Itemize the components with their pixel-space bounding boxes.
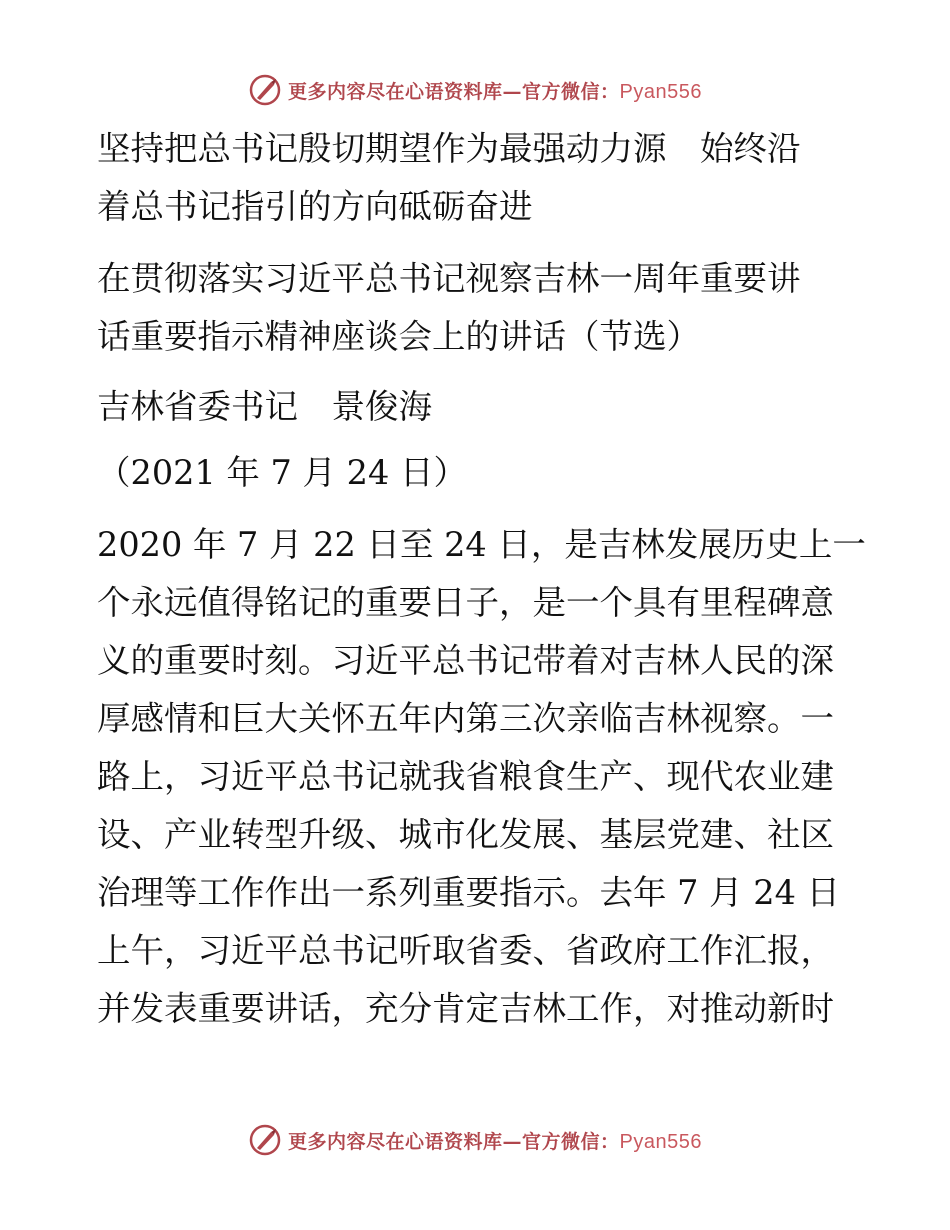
body-line: 并发表重要讲话，充分肯定吉林工作，对推动新时 bbox=[97, 989, 834, 1028]
date-line: （2021 年 7 月 24 日） bbox=[97, 453, 467, 492]
body-line: 设、产业转型升级、城市化发展、基层党建、社区 bbox=[97, 815, 834, 854]
watermark-id: Pyan556 bbox=[619, 80, 702, 103]
body-line: 个永远值得铭记的重要日子，是一个具有里程碑意 bbox=[97, 583, 834, 622]
watermark-text: 更多内容尽在心语资料库—官方微信：Pyan556 bbox=[288, 1130, 702, 1153]
quill-logo-icon bbox=[248, 1123, 282, 1157]
body-line: 义的重要时刻。习近平总书记带着对吉林人民的深 bbox=[97, 641, 834, 680]
body-paragraph bbox=[97, 516, 866, 1038]
body-line: 治理等工作作出一系列重要指示。去年 7 月 24 日 bbox=[97, 873, 841, 912]
document-subtitle bbox=[97, 250, 857, 366]
document-title bbox=[97, 120, 857, 236]
title-line: 坚持把总书记殷切期望作为最强动力源 始终沿 bbox=[97, 129, 801, 168]
title-line: 着总书记指引的方向砥砺奋进 bbox=[97, 187, 533, 226]
author-line: 吉林省委书记 景俊海 bbox=[97, 387, 432, 426]
body-line: 厚感情和巨大关怀五年内第三次亲临吉林视察。一 bbox=[97, 699, 834, 738]
header-watermark bbox=[0, 70, 950, 110]
body-line: 上午，习近平总书记听取省委、省政府工作汇报， bbox=[97, 931, 834, 970]
subtitle-line: 话重要指示精神座谈会上的讲话（节选） bbox=[97, 317, 700, 356]
footer-watermark bbox=[0, 1120, 950, 1160]
subtitle-line: 在贯彻落实习近平总书记视察吉林一周年重要讲 bbox=[97, 259, 801, 298]
watermark-text: 更多内容尽在心语资料库—官方微信：Pyan556 bbox=[288, 80, 702, 103]
quill-logo-icon bbox=[248, 73, 282, 107]
watermark-id: Pyan556 bbox=[619, 1130, 702, 1153]
body-line: 2020 年 7 月 22 日至 24 日，是吉林发展历史上一 bbox=[97, 525, 866, 564]
body-line: 路上，习近平总书记就我省粮食生产、现代农业建 bbox=[97, 757, 834, 796]
document-body bbox=[97, 120, 866, 1038]
